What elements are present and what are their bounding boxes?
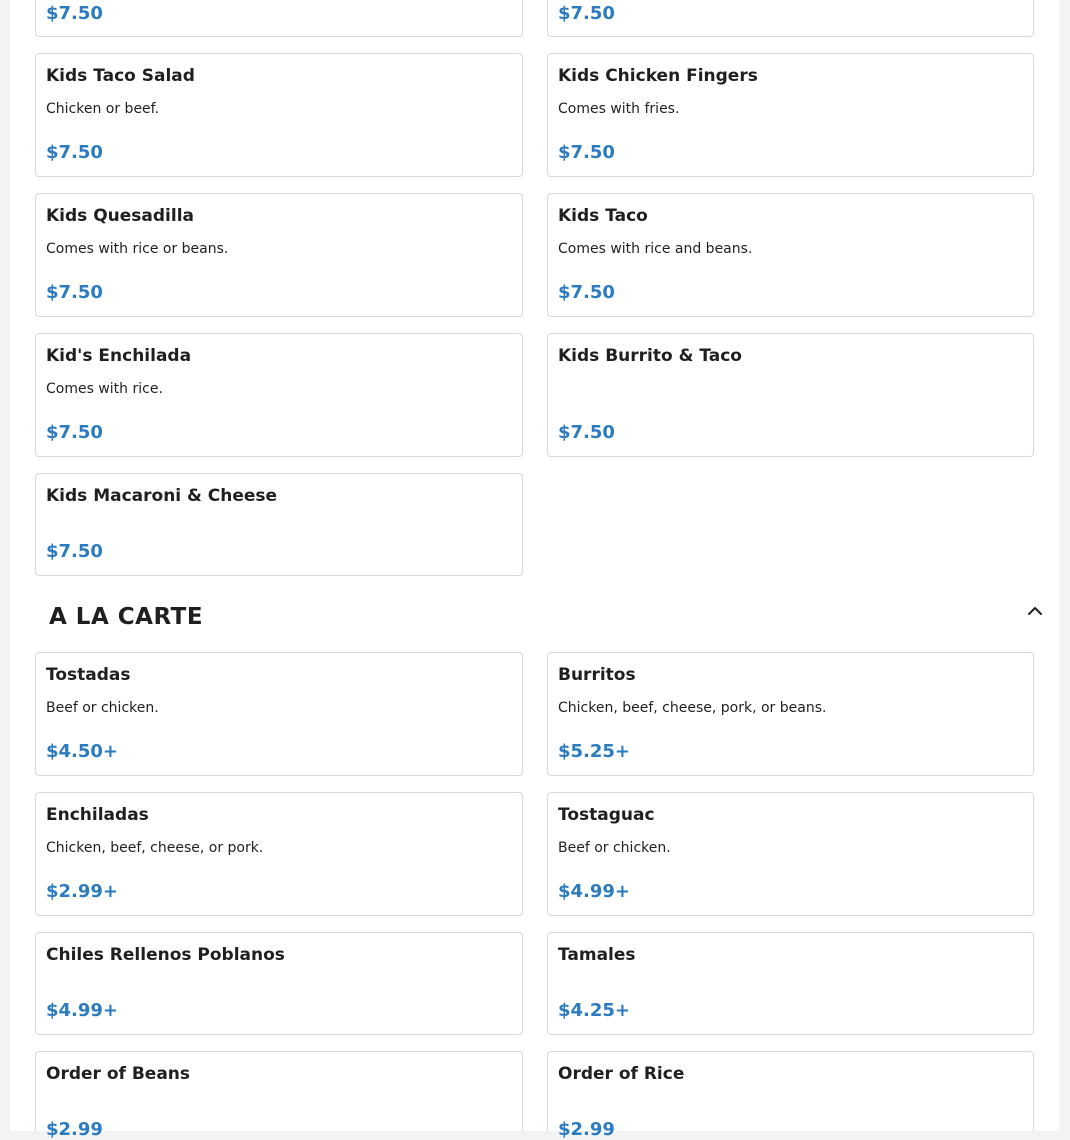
menu-item-card[interactable]: [547, 1051, 1034, 1140]
item-description: Comes with fries.: [558, 101, 680, 117]
item-description: Beef or chicken.: [46, 700, 159, 716]
item-price: $2.99: [46, 1119, 103, 1140]
menu-panel: [10, 0, 1059, 1140]
item-name: Tostadas: [46, 665, 131, 685]
menu-item-card[interactable]: [547, 652, 1034, 776]
menu-item-card[interactable]: [547, 0, 1034, 37]
menu-item-card[interactable]: [35, 792, 523, 916]
item-price: $4.99+: [46, 1000, 119, 1021]
item-name: Enchiladas: [46, 805, 149, 825]
menu-item-card[interactable]: [35, 1051, 523, 1140]
item-price: $7.50: [558, 422, 615, 443]
item-name: Kids Macaroni & Cheese: [46, 486, 278, 506]
item-name: Burritos: [558, 665, 636, 685]
item-name: Order of Rice: [558, 1064, 685, 1084]
menu-item-card[interactable]: [35, 53, 523, 177]
item-price: $7.50: [46, 3, 103, 24]
menu-item-card[interactable]: [547, 193, 1034, 317]
item-price: $7.50: [558, 282, 615, 303]
item-price: $5.25+: [558, 741, 631, 762]
item-price: $7.50: [46, 282, 103, 303]
menu-item-card[interactable]: [35, 0, 523, 37]
item-price: $7.50: [46, 142, 103, 163]
item-name: Kid's Enchilada: [46, 346, 192, 366]
item-price: $7.50: [46, 541, 103, 562]
item-price: $4.25+: [558, 1000, 631, 1021]
item-price: $4.99+: [558, 881, 631, 902]
item-name: Kids Chicken Fingers: [558, 66, 758, 86]
menu-item-card[interactable]: [547, 792, 1034, 916]
item-price: $7.50: [46, 422, 103, 443]
item-description: Comes with rice and beans.: [558, 241, 753, 257]
menu-item-card[interactable]: [35, 333, 523, 457]
section-title: A LA CARTE: [49, 604, 204, 630]
menu-item-card[interactable]: [35, 473, 523, 576]
item-name: Chiles Rellenos Poblanos: [46, 945, 285, 965]
item-name: Tamales: [558, 945, 636, 965]
item-description: Chicken, beef, cheese, pork, or beans.: [558, 700, 827, 716]
item-name: Kids Taco: [558, 206, 648, 226]
item-name: Tostaguac: [558, 805, 655, 825]
item-price: $7.50: [558, 3, 615, 24]
item-price: $2.99+: [46, 881, 119, 902]
menu-item-card[interactable]: [35, 932, 523, 1035]
chevron-up-icon[interactable]: [1026, 603, 1044, 619]
menu-item-card[interactable]: [547, 333, 1034, 457]
item-description: Chicken or beef.: [46, 101, 160, 117]
item-name: Kids Taco Salad: [46, 66, 195, 86]
item-name: Order of Beans: [46, 1064, 191, 1084]
item-name: Kids Burrito & Taco: [558, 346, 742, 366]
item-price: $2.99: [558, 1119, 615, 1140]
item-description: Chicken, beef, cheese, or pork.: [46, 840, 264, 856]
item-price: $7.50: [558, 142, 615, 163]
item-price: $4.50+: [46, 741, 119, 762]
item-name: Kids Quesadilla: [46, 206, 195, 226]
item-description: Comes with rice.: [46, 381, 163, 397]
item-description: Beef or chicken.: [558, 840, 671, 856]
menu-item-card[interactable]: [35, 193, 523, 317]
menu-item-card[interactable]: [547, 53, 1034, 177]
menu-item-card[interactable]: [547, 932, 1034, 1035]
menu-item-card[interactable]: [35, 652, 523, 776]
item-description: Comes with rice or beans.: [46, 241, 229, 257]
